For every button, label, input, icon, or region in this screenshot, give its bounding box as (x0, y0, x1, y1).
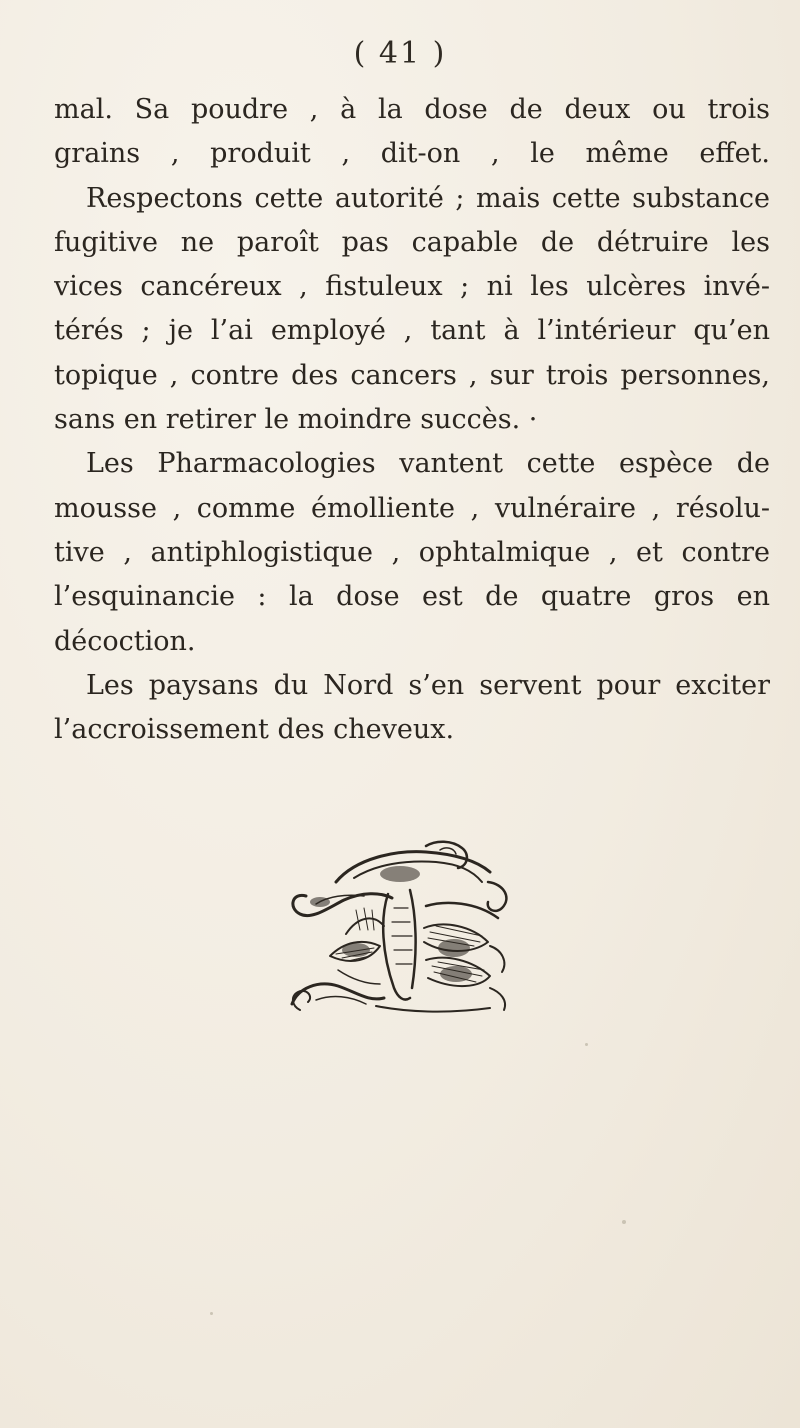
paragraph-last-line: décoction. (54, 625, 196, 657)
paper-spot (210, 1312, 213, 1315)
tailpiece-vignette-icon (276, 838, 522, 1022)
paper-spot (622, 1220, 626, 1224)
body-text (54, 88, 770, 752)
paragraph-last-line: l’accroissement des cheveux. (54, 714, 455, 746)
text-line: mousse , comme émolliente , vulnéraire , résolu- (54, 492, 770, 524)
text-line: tive , antiphlogistique , ophtalmique , et contre (54, 536, 770, 568)
paragraph-first-line: Les paysans du Nord s’en servent pour exciter (86, 669, 770, 701)
text-line: l’esquinancie : la dose est de quatre gros en (54, 581, 770, 613)
text-line: fugitive ne paroît pas capable de détruire les (54, 226, 770, 258)
paragraph-first-line: Respectons cette autorité ; mais cette substance (86, 182, 770, 214)
text-line: topique , contre des cancers , sur trois personnes, (54, 359, 770, 391)
text-line: grains , produit , dit-on , le même effet. (54, 138, 770, 170)
text-line: vices cancéreux , fistuleux ; ni les ulcères invé- (54, 271, 770, 303)
paragraph-last-line: sans en retirer le moindre succès. · (54, 404, 538, 436)
text-line: térés ; je l’ai employé , tant à l’intérieur qu’en (54, 315, 770, 347)
paragraph-first-line: Les Pharmacologies vantent cette espèce de (86, 448, 770, 480)
paper-spot (585, 1043, 588, 1046)
text-line: mal. Sa poudre , à la dose de deux ou trois (54, 94, 770, 125)
page-number: ( 41 ) (353, 36, 447, 71)
